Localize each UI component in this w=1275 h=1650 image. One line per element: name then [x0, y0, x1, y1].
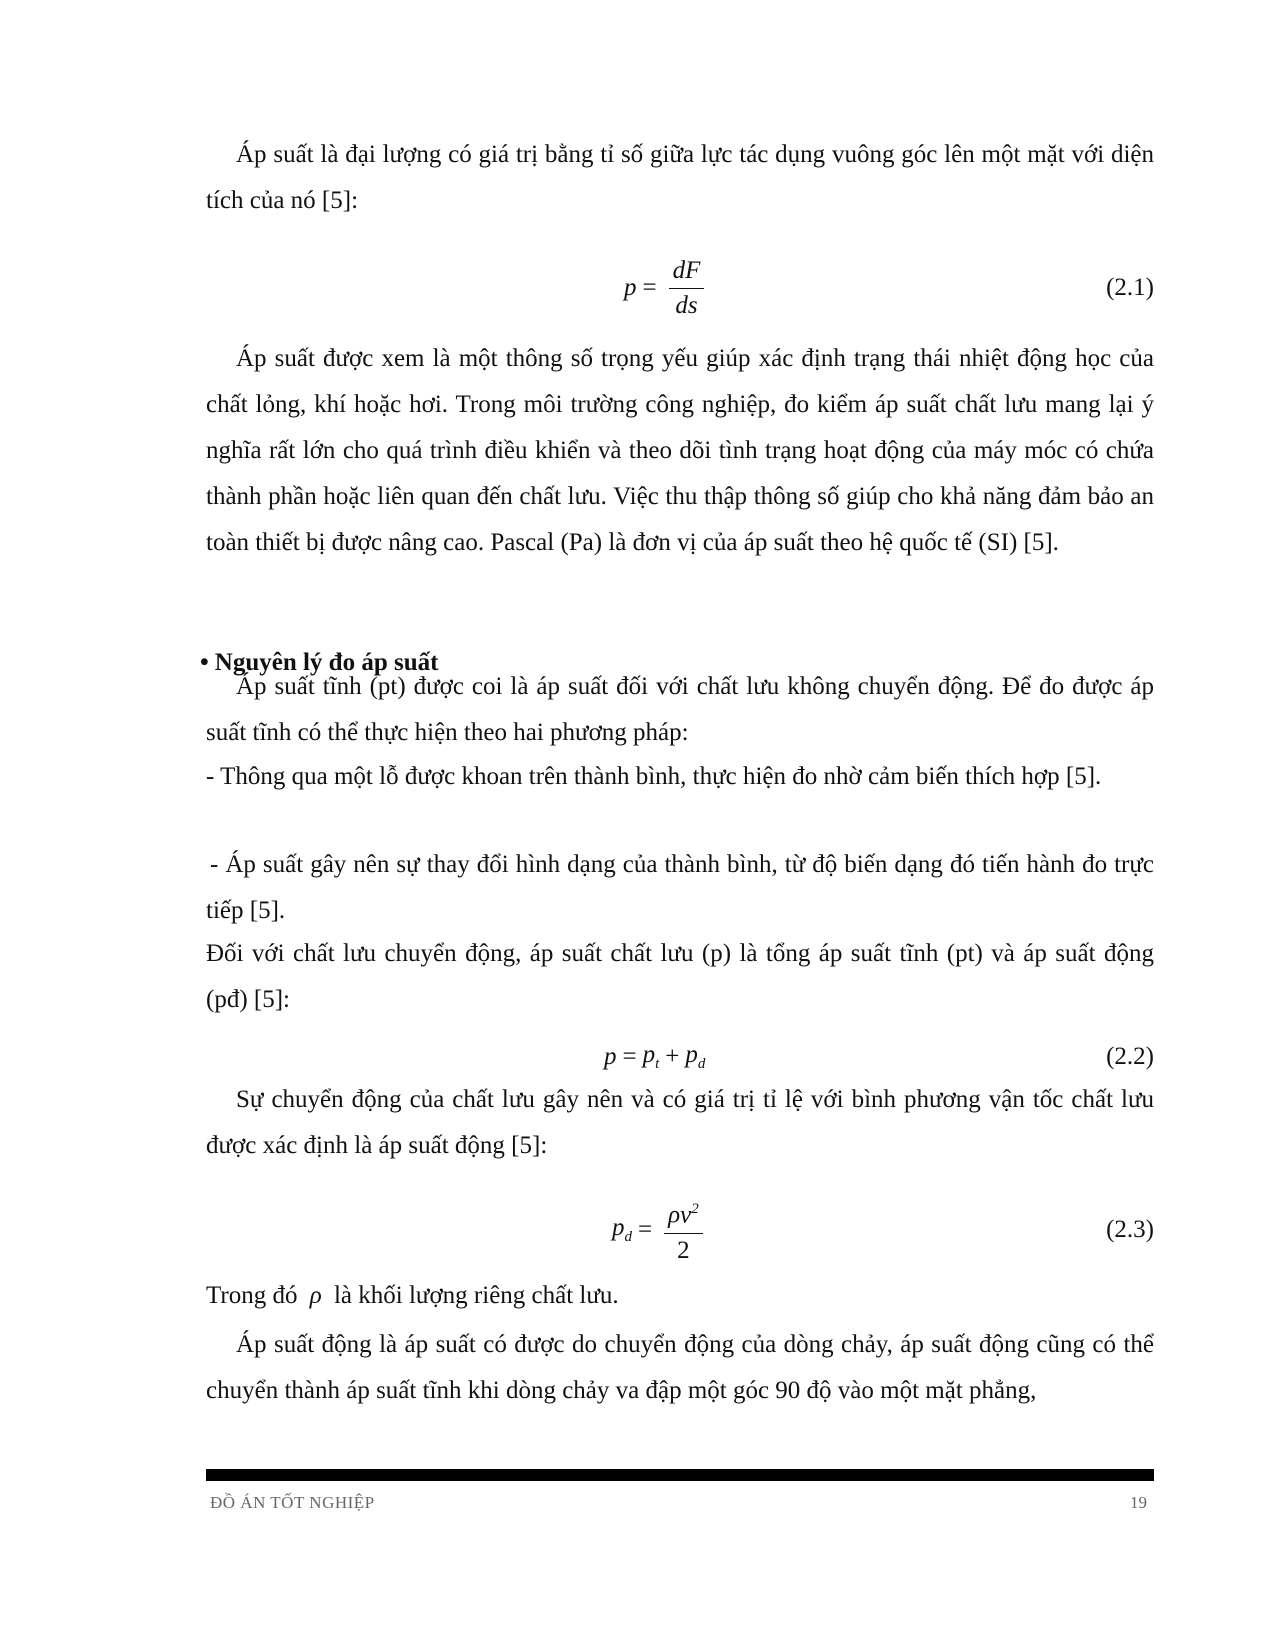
- paragraph-dynamic-pressure: Sự chuyển động của chất lưu gây nên và có giá trị tỉ lệ với bình phương vận tốc chất lưu được xác định là áp suất động [5]:: [206, 1086, 1154, 1159]
- eq2-term1: [643, 1041, 660, 1073]
- paragraph-rho-definition: [206, 1273, 1154, 1319]
- paragraph-moving-fluid: Đối với chất lưu chuyển động, áp suất chất lưu (p) là tổng áp suất tĩnh (pt) và áp suất động (pđ) [5]:: [206, 940, 1154, 1013]
- bullet-icon: •: [200, 649, 209, 676]
- eq3-numerator-sup: 2: [691, 1201, 699, 1218]
- eq2-term2: [685, 1041, 705, 1073]
- equation-2-1-body: [624, 248, 704, 328]
- eq3-lhs-base: p: [612, 1214, 625, 1241]
- eq2-term2-sub: d: [697, 1056, 706, 1072]
- rho-description: là khối lượng riêng chất lưu.: [333, 1282, 619, 1309]
- paragraph-pressure-importance: Áp suất được xem là một thông số trọng yếu giúp xác định trạng thái nhiệt động học của chất lỏng, khí hoặc hơi. Trong môi trường công nghiệp, đo kiểm áp suất chất lưu mang lại ý nghĩa rất lớn cho quá trình điều khiển và theo dõi tình trạng hoạt động của máy móc có chứa thành phần hoặc liên quan đến chất lưu. Việc thu thập thông số giúp cho khả năng đảm bảo an toàn thiết bị được nâng cao. Pascal (Pa) là đơn vị của áp suất theo hệ quốc tế (SI) [5].: [206, 345, 1154, 556]
- eq3-numerator: [664, 1194, 703, 1233]
- equation-2-3-body: [612, 1190, 703, 1270]
- equation-2-2: [206, 1032, 1154, 1082]
- eq1-numerator: dF: [669, 256, 705, 289]
- eq3-lhs: [612, 1214, 632, 1246]
- eq2-lhs: p: [604, 1043, 617, 1070]
- paragraph-dynamic-conversion: Áp suất động là áp suất có được do chuyển động của dòng chảy, áp suất động cũng có thể chuyển thành áp suất tĩnh khi dòng chảy va đập một góc 90 độ vào một mặt phẳng,: [206, 1331, 1154, 1404]
- equation-2-3-label: (2.3): [1106, 1216, 1154, 1243]
- equation-2-3: [206, 1190, 1154, 1270]
- paragraph-method-2: - Áp suất gây nên sự thay đổi hình dạng của thành bình, từ độ biến dạng đó tiến hành đo trực tiếp [5].: [206, 851, 1154, 924]
- eq2-term2-base: p: [685, 1041, 698, 1068]
- equation-2-2-body: [604, 1032, 705, 1082]
- eq3-equals: =: [638, 1216, 653, 1243]
- equation-2-1-label: (2.1): [1106, 274, 1154, 301]
- eq3-lhs-sub: d: [624, 1229, 632, 1245]
- eq2-plus: +: [665, 1043, 680, 1070]
- rho-symbol: ρ: [309, 1282, 322, 1309]
- eq3-numerator-base: ρv: [668, 1201, 692, 1229]
- eq2-term1-sub: t: [655, 1056, 660, 1072]
- eq2-term1-base: p: [642, 1041, 656, 1068]
- eq3-denominator: 2: [677, 1236, 690, 1264]
- eq1-denominator: ds: [675, 291, 698, 319]
- footer-rule: [206, 1469, 1154, 1481]
- heading-text: Nguyên lý đo áp suất: [214, 649, 439, 676]
- eq3-fraction: [664, 1194, 703, 1265]
- eq2-equals: =: [622, 1043, 637, 1070]
- eq1-equals: =: [642, 274, 657, 301]
- footer-title: ĐỒ ÁN TỐT NGHIỆP: [210, 1493, 375, 1512]
- page-number: 19: [1130, 1493, 1147, 1512]
- eq1-lhs: p: [624, 274, 637, 301]
- equation-2-1: [206, 248, 1154, 328]
- paragraph-method-1: - Thông qua một lỗ được khoan trên thành bình, thực hiện đo nhờ cảm biến thích hợp [5].: [206, 763, 1102, 790]
- paragraph-pressure-definition: Áp suất là đại lượng có giá trị bằng tỉ số giữa lực tác dụng vuông góc lên một mặt với diện tích của nó [5]:: [206, 141, 1154, 214]
- eq1-fraction: [669, 256, 705, 321]
- paragraph-static-pressure: Áp suất tĩnh (pt) được coi là áp suất đối với chất lưu không chuyển động. Để đo được áp suất tĩnh có thể thực hiện theo hai phương pháp:: [206, 673, 1154, 746]
- equation-2-2-label: (2.2): [1106, 1043, 1154, 1070]
- rho-intro: Trong đó: [206, 1282, 298, 1309]
